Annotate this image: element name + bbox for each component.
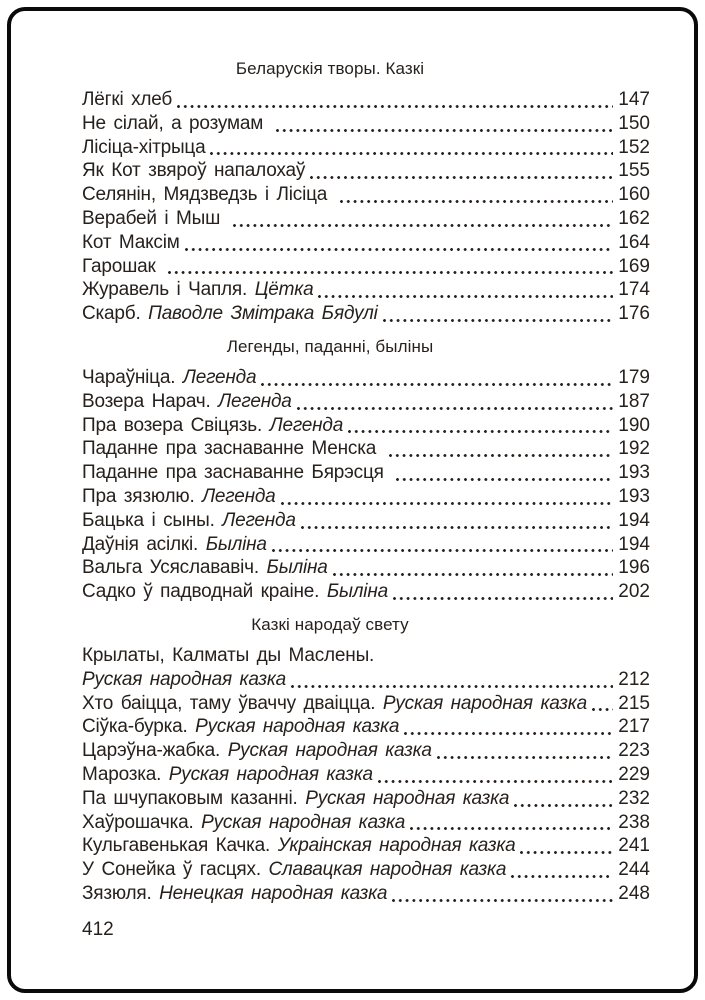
toc-section <box>82 58 650 326</box>
dot-leader <box>340 200 614 203</box>
dot-leader <box>301 526 614 529</box>
entry-title <box>82 556 328 580</box>
section-entries <box>82 88 650 326</box>
toc-entry <box>82 278 650 302</box>
toc-entry <box>82 858 650 882</box>
entry-page-number: 223 <box>618 740 650 762</box>
dot-leader <box>333 573 614 576</box>
entry-page-number: 194 <box>618 509 650 531</box>
toc-entry <box>82 136 650 160</box>
entry-subtitle-italic: Руская народная казка <box>382 692 587 714</box>
entry-page-number: 155 <box>618 160 650 182</box>
entry-title-text: Бацька і сыны. <box>82 509 223 531</box>
dot-leader <box>404 732 613 735</box>
entry-title <box>82 390 292 414</box>
dot-leader <box>310 176 613 179</box>
entry-title <box>82 811 405 835</box>
toc-entry <box>82 207 650 231</box>
dot-leader <box>210 152 613 155</box>
toc-entry <box>82 533 650 557</box>
section-heading: Легенды, паданні, быліны <box>226 336 434 356</box>
entry-page-number: 162 <box>618 207 650 229</box>
entry-page-number: 217 <box>618 716 650 738</box>
entry-page-number: 248 <box>618 882 650 904</box>
entry-page-number: 212 <box>618 668 650 690</box>
toc-section <box>82 336 650 604</box>
toc-entry <box>82 302 650 326</box>
entry-subtitle-italic: Легенда <box>222 509 296 531</box>
entry-title <box>82 207 228 231</box>
entry-subtitle-italic: Руская народная казка <box>195 716 400 738</box>
toc-entry <box>82 461 650 485</box>
entry-page-number: 152 <box>618 136 650 158</box>
entry-title <box>82 414 343 438</box>
toc-entry <box>82 112 650 136</box>
dot-leader <box>514 804 613 807</box>
entry-title <box>82 763 373 787</box>
toc-entry <box>82 763 650 787</box>
toc-entry <box>82 739 650 763</box>
page-number-folio: 412 <box>82 918 114 940</box>
entry-title <box>82 739 432 763</box>
toc-entry <box>82 692 650 716</box>
toc-entry <box>82 366 650 390</box>
dot-leader <box>233 224 614 227</box>
entry-title-text: Скарб. <box>82 303 149 325</box>
entry-title-text: Возера Нарач. <box>82 390 219 412</box>
entry-subtitle-italic: Легенда <box>269 414 344 436</box>
dot-leader <box>261 383 613 386</box>
entry-subtitle-italic: Славацкая народная казка <box>268 859 507 881</box>
entry-title-text: Па шчупаковым казанні. <box>82 787 306 809</box>
entry-page-number: 150 <box>618 112 650 134</box>
dot-leader <box>393 597 613 600</box>
entry-title <box>82 580 388 604</box>
entry-title-text: Чараўніца. <box>82 366 183 388</box>
section-entries <box>82 366 650 604</box>
toc-entry <box>82 668 650 692</box>
entry-title-text: Пра зязюлю. <box>82 485 203 507</box>
toc-entry <box>82 644 650 668</box>
dot-leader <box>185 248 614 251</box>
entry-page-number: 179 <box>618 366 650 388</box>
toc-entry <box>82 715 650 739</box>
toc-entry <box>82 390 650 414</box>
entry-title-text: Крылаты, Калматы ды Маслены. <box>82 644 375 666</box>
entry-title <box>82 231 180 255</box>
entry-title-text: Хаўрошачка. <box>82 811 202 833</box>
dot-leader <box>281 502 614 505</box>
entry-title-text: У Сонейка ў гасцях. <box>82 859 269 881</box>
entry-title <box>82 88 172 112</box>
entry-subtitle-italic: Руская народная казка <box>168 763 373 785</box>
entry-title <box>82 255 163 279</box>
entry-title-text: Лісіца-хітрыца <box>82 136 206 158</box>
dot-leader <box>520 851 613 854</box>
dot-leader <box>291 685 613 688</box>
entry-title <box>82 644 374 668</box>
dot-leader <box>318 295 613 298</box>
entry-subtitle-italic: Легенда <box>218 390 292 412</box>
entry-title-text: Як Кот звяроў напалохаў <box>82 160 306 182</box>
table-of-contents <box>82 58 650 941</box>
toc-entry <box>82 580 650 604</box>
entry-title-text: Лёгкі хлеб <box>82 89 173 110</box>
entry-subtitle-italic: Легенда <box>182 366 257 388</box>
entry-title <box>82 183 335 207</box>
entry-title-text: Хто баіцца, таму ўваччу дваіцца. <box>82 692 383 714</box>
entry-title-text: Не сілай, а розумам <box>82 112 271 134</box>
entry-page-number: 164 <box>618 231 650 253</box>
entry-page-number: 238 <box>618 811 650 833</box>
entry-title <box>82 461 391 485</box>
entry-title <box>82 787 509 811</box>
dot-leader <box>383 319 614 322</box>
toc-entry <box>82 437 650 461</box>
dot-leader <box>410 827 613 830</box>
entry-page-number: 244 <box>618 859 650 881</box>
toc-entry <box>82 509 650 533</box>
entry-title-text: Зязюля. <box>82 882 160 904</box>
dot-leader <box>177 105 613 108</box>
entry-page-number: 229 <box>618 763 650 785</box>
dot-leader <box>511 875 613 878</box>
entry-title <box>82 366 256 390</box>
entry-page-number: 174 <box>618 279 650 301</box>
entry-subtitle-italic: Быліна <box>326 581 388 603</box>
toc-entry <box>82 88 650 112</box>
dot-leader <box>396 478 613 481</box>
entry-title-text: Кульгавенькая Качка. <box>82 835 278 857</box>
entry-title <box>82 509 296 533</box>
entry-subtitle-italic: Руская народная казка <box>227 740 432 762</box>
entry-page-number: 169 <box>618 255 650 277</box>
toc-entry <box>82 787 650 811</box>
toc-entry <box>82 255 650 279</box>
toc-entry <box>82 556 650 580</box>
entry-title <box>82 302 378 326</box>
entry-subtitle-italic: Быліна <box>266 557 328 579</box>
entry-title-text: Паданне пра заснаванне Бярэсця <box>82 462 392 484</box>
entry-subtitle-italic: Украінская народная казка <box>277 835 516 857</box>
entry-title-text: Кот Максім <box>82 231 180 253</box>
entry-page-number: 232 <box>618 787 650 809</box>
entry-page-number: 176 <box>618 303 650 325</box>
dot-leader <box>276 129 614 132</box>
entry-title <box>82 668 286 692</box>
entry-title-text: Даўнія асілкі. <box>82 533 206 555</box>
entry-title-text: Пра возера Свіцязь. <box>82 414 270 436</box>
entry-title <box>82 834 515 858</box>
dot-leader <box>168 271 613 274</box>
entry-page-number: 192 <box>618 438 650 460</box>
dot-leader <box>348 430 613 433</box>
toc-entry <box>82 882 650 906</box>
entry-subtitle-italic: Ненецкая народная казка <box>159 882 388 904</box>
dot-leader <box>389 454 614 457</box>
entry-title <box>82 715 399 739</box>
entry-page-number: 194 <box>618 533 650 555</box>
entry-title-text: Паданне пра заснаванне Менска <box>82 438 384 460</box>
entry-page-number: 193 <box>618 462 650 484</box>
entry-page-number: 196 <box>618 557 650 579</box>
entry-title <box>82 692 587 716</box>
entry-title <box>82 437 384 461</box>
entry-title <box>82 485 276 509</box>
toc-section <box>82 614 650 906</box>
entry-title <box>82 858 506 882</box>
entry-title-text: Гарошак <box>82 255 164 277</box>
entry-subtitle-italic: Цётка <box>254 279 314 301</box>
entry-subtitle-italic: Руская народная казка <box>82 668 287 690</box>
toc-entry <box>82 834 650 858</box>
toc-entry <box>82 811 650 835</box>
entry-page-number: 241 <box>618 835 650 857</box>
entry-title <box>82 112 271 136</box>
entry-title-text: Вальга Усяслававіч. <box>82 557 267 579</box>
dot-leader <box>297 407 614 410</box>
entry-page-number: 202 <box>618 581 650 603</box>
entry-page-number: 190 <box>618 414 650 436</box>
entry-subtitle-italic: Руская народная казка <box>305 787 510 809</box>
entry-title <box>82 882 387 906</box>
entry-title-text: Марозка. <box>82 763 169 785</box>
entry-title-text: Журавель і Чапля. <box>82 279 255 301</box>
dot-leader <box>378 780 613 783</box>
section-heading: Казкі народаў свету <box>251 614 409 634</box>
entry-page-number: 147 <box>618 89 650 110</box>
entry-title <box>82 278 313 302</box>
toc-entry <box>82 414 650 438</box>
toc-entry <box>82 159 650 183</box>
entry-subtitle-italic: Легенда <box>202 485 276 507</box>
entry-page-number: 193 <box>618 485 650 507</box>
entry-page-number: 187 <box>618 390 650 412</box>
entry-title-text: Садко ў падводнай краіне. <box>82 581 327 603</box>
section-heading: Беларускія творы. Казкі <box>235 59 425 78</box>
entry-title <box>82 533 267 557</box>
entry-title <box>82 159 305 183</box>
entry-title-text: Царэўна-жабка. <box>82 740 228 762</box>
entry-title-text: Верабей і Мыш <box>82 207 228 229</box>
entry-page-number: 160 <box>618 184 650 206</box>
section-entries <box>82 644 650 906</box>
dot-leader <box>272 549 614 552</box>
dot-leader <box>437 756 614 759</box>
entry-title-text: Селянін, Мядзведзь і Лісіца <box>82 184 335 206</box>
toc-entry <box>82 485 650 509</box>
entry-page-number: 215 <box>618 692 650 714</box>
entry-subtitle-italic: Паводле Змітрака Бядулі <box>148 303 378 325</box>
entry-subtitle-italic: Руская народная казка <box>201 811 406 833</box>
dot-leader <box>392 899 613 902</box>
entry-title-text: Сіўка-бурка. <box>82 716 196 738</box>
entry-subtitle-italic: Быліна <box>205 533 267 555</box>
toc-entry <box>82 231 650 255</box>
entry-title <box>82 136 205 160</box>
dot-leader <box>592 708 613 711</box>
toc-entry <box>82 183 650 207</box>
